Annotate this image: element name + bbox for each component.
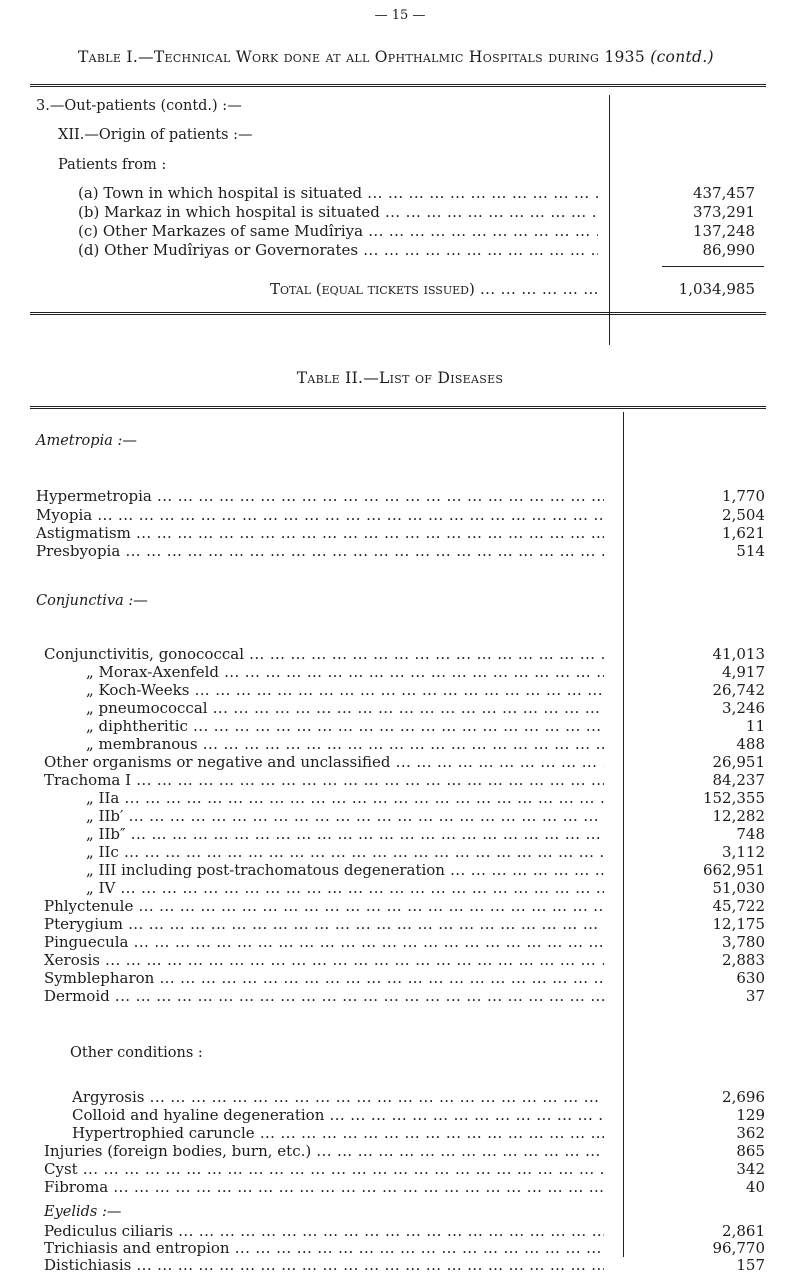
page-number: — 15 — — [374, 8, 426, 23]
conjunctiva-row-value: 51,030 — [712, 879, 765, 897]
conjunctiva-row-label: „ IIb′ ... . — [86, 807, 604, 825]
table1-row-value: 373,291 — [692, 203, 755, 221]
conjunctiva-row-label: „ IIa ... . — [86, 789, 604, 807]
other-conditions-row-value: 2,696 — [722, 1088, 765, 1106]
conjunctiva-row-value: 26,951 — [712, 753, 765, 771]
conjunctiva-row-value: 152,355 — [702, 789, 765, 807]
conjunctiva-row-value: 4,917 — [722, 663, 765, 681]
conjunctiva-row-value: 26,742 — [712, 681, 765, 699]
ametropia-row-label: Astigmatism ... . — [36, 524, 604, 542]
other-conditions-row-value: 40 — [745, 1178, 765, 1196]
conjunctiva-row-label: „ III including post-trachomatous degeneration ... . — [86, 861, 604, 879]
table1-subtotal-rule — [662, 266, 764, 267]
conjunctiva-row-value: 84,237 — [712, 771, 765, 789]
conjunctiva-row-label: Conjunctivitis, gonococcal ... . — [44, 645, 604, 663]
eyelids-heading: Eyelids :— — [44, 1204, 122, 1220]
ametropia-row-label: Presbyopia ... . — [36, 542, 604, 560]
table1-subsection: XII.—Origin of patients :— — [58, 127, 253, 143]
conjunctiva-row-label: Symblepharon ... . — [44, 969, 604, 987]
conjunctiva-row-label: „ pneumococcal ... . — [86, 699, 604, 717]
other-conditions-row-value: 129 — [736, 1106, 765, 1124]
table1-row-label: (a) Town in which hospital is situated ... . — [78, 184, 598, 202]
conjunctiva-row-label: „ diphtheritic ... . — [86, 717, 604, 735]
conjunctiva-row-label: Pterygium ... . — [44, 915, 604, 933]
conjunctiva-row-value: 748 — [736, 825, 765, 843]
table2-column-divider — [623, 412, 624, 1257]
table1-title-suffix: (contd.) — [650, 48, 714, 66]
eyelids-row-label: Pediculus ciliaris ... . — [44, 1222, 604, 1240]
conjunctiva-row-value: 3,246 — [722, 699, 765, 717]
eyelids-row-value: 96,770 — [712, 1239, 765, 1257]
conjunctiva-row-label: Xerosis ... . — [44, 951, 604, 969]
ametropia-row-value: 1,770 — [722, 487, 765, 505]
conjunctiva-row-label: „ Koch-Weeks ... . — [86, 681, 604, 699]
conjunctiva-heading: Conjunctiva :— — [36, 593, 148, 609]
conjunctiva-row-value: 630 — [736, 969, 765, 987]
other-conditions-row-label: Argyrosis ... . — [72, 1088, 604, 1106]
table2-top-rule — [30, 406, 766, 409]
conjunctiva-row-value: 41,013 — [712, 645, 765, 663]
table1-total-value: 1,034,985 — [678, 280, 755, 298]
table1-title-text: Table I.—Technical Work done at all Ophthalmic Hospitals during 1935 — [78, 48, 645, 66]
conjunctiva-row-label: „ IIb″ ... . — [86, 825, 604, 843]
other-conditions-row-label: Colloid and hyaline degeneration ... . — [72, 1106, 604, 1124]
table1-top-rule — [30, 84, 766, 87]
conjunctiva-row-value: 488 — [736, 735, 765, 753]
conjunctiva-row-label: „ membranous ... . — [86, 735, 604, 753]
conjunctiva-row-value: 11 — [745, 717, 765, 735]
other-conditions-row-label: Injuries (foreign bodies, burn, etc.) ... . — [44, 1142, 604, 1160]
conjunctiva-row-value: 45,722 — [712, 897, 765, 915]
conjunctiva-row-value: 2,883 — [722, 951, 765, 969]
conjunctiva-row-label: „ IIc ... . — [86, 843, 604, 861]
table1-row-value: 437,457 — [692, 184, 755, 202]
conjunctiva-row-value: 12,175 — [712, 915, 765, 933]
other-conditions-row-value: 362 — [736, 1124, 765, 1142]
conjunctiva-row-label: „ Morax-Axenfeld ... . — [86, 663, 604, 681]
eyelids-row-value: 157 — [736, 1256, 765, 1274]
ametropia-row-label: Hypermetropia ... . — [36, 487, 604, 505]
eyelids-row-label: Distichiasis ... . — [44, 1256, 604, 1274]
ametropia-row-value: 514 — [736, 542, 765, 560]
conjunctiva-row-value: 37 — [745, 987, 765, 1005]
table1-bottom-rule — [30, 312, 766, 315]
conjunctiva-row-label: Other organisms or negative and unclassified ... . — [44, 753, 604, 771]
conjunctiva-row-label: „ IV ... . — [86, 879, 604, 897]
conjunctiva-row-value: 12,282 — [712, 807, 765, 825]
ametropia-heading: Ametropia :— — [36, 433, 137, 449]
other-conditions-row-label: Cyst ... . — [44, 1160, 604, 1178]
ametropia-row-value: 1,621 — [722, 524, 765, 542]
table1-row-value: 137,248 — [692, 222, 755, 240]
eyelids-row-label: Trichiasis and entropion ... . — [44, 1239, 604, 1257]
table1-title — [78, 48, 714, 66]
other-conditions-row-label: Hypertrophied caruncle ... . — [72, 1124, 604, 1142]
conjunctiva-row-label: Dermoid ... . — [44, 987, 604, 1005]
table1-total-label: Total (equal tickets issued) ... . — [270, 280, 598, 298]
table1-row-label: (d) Other Mudîriyas or Governorates ... . — [78, 241, 598, 259]
conjunctiva-row-label: Trachoma I ... . — [44, 771, 604, 789]
ametropia-row-value: 2,504 — [722, 506, 765, 524]
table2-title: Table II.—List of Diseases — [296, 369, 504, 387]
other-conditions-heading: Other conditions : — [70, 1045, 203, 1061]
table1-row-label: (b) Markaz in which hospital is situated ... . — [78, 203, 598, 221]
table1-column-divider — [609, 95, 610, 345]
eyelids-row-value: 2,861 — [722, 1222, 765, 1240]
table1-section: 3.—Out-patients (contd.) :— — [36, 98, 242, 114]
table1-row-value: 86,990 — [702, 241, 755, 259]
other-conditions-row-value: 865 — [736, 1142, 765, 1160]
conjunctiva-row-value: 3,780 — [722, 933, 765, 951]
table1-row-label: (c) Other Markazes of same Mudîriya ... . — [78, 222, 598, 240]
table1-patients-from: Patients from : — [58, 157, 167, 173]
conjunctiva-row-value: 3,112 — [722, 843, 765, 861]
conjunctiva-row-label: Phlyctenule ... . — [44, 897, 604, 915]
ametropia-row-label: Myopia ... . — [36, 506, 604, 524]
conjunctiva-row-value: 662,951 — [702, 861, 765, 879]
conjunctiva-row-label: Pinguecula ... . — [44, 933, 604, 951]
other-conditions-row-value: 342 — [736, 1160, 765, 1178]
other-conditions-row-label: Fibroma ... . — [44, 1178, 604, 1196]
